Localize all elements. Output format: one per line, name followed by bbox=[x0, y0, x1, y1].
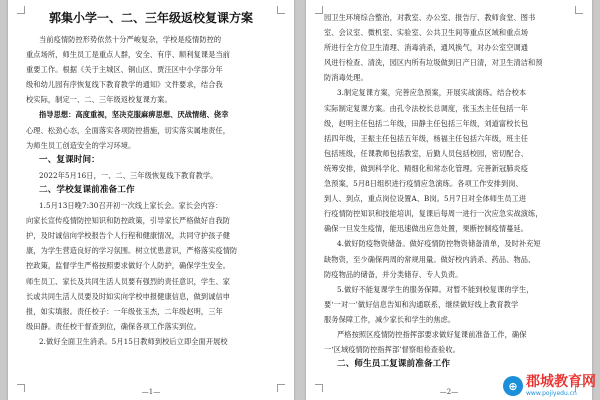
text-line: 为师生员工创造安全的学习环境。 bbox=[26, 140, 136, 150]
text-line: 2022年5月16日，一、二、三年级恢复线下教育教学。 bbox=[39, 170, 218, 180]
text-line: 2.做好全面卫生消杀。5月15日教师到校后立即全面开展校 bbox=[39, 336, 228, 346]
text-line: 风进行检查、清洗，园区内所有垃圾做到日产日清，对卫生清洁和预 bbox=[324, 58, 543, 68]
text-line: 5.做好不能复课学生的服务保障。对暂不能到校复课的学生， bbox=[337, 284, 534, 294]
text-line: 当前疫情防控形势依然十分严峻复杂，学校是疫情防控的 bbox=[39, 35, 222, 44]
text-line: 严格按照区疫情防控指挥部要求做好复课前准备工作，确保 bbox=[337, 329, 527, 339]
text-line: 一‘区域疫情防控指挥部’督察组检查验收。 bbox=[324, 345, 460, 355]
page-number: —2— bbox=[439, 388, 459, 396]
page-number: —1— bbox=[141, 388, 161, 396]
text-line: 1.5月13日晚7:30召开初一次线上家长会。家长会内容： bbox=[39, 201, 223, 211]
text-line: 向家长宣传疫情防控知识和防控政策，引导家长严格做好自我防 bbox=[26, 216, 231, 226]
text-line: 二、学校复课前准备工作 bbox=[39, 184, 135, 195]
text-line: 级和幼儿园有序恢复线下教育教学的通知》文件要求，结合我 bbox=[26, 80, 223, 90]
text-line: 指导思想：高度重视，坚决克服麻痹思想、厌战情绪、侥幸 bbox=[39, 110, 229, 120]
globe-icon: ⊕ bbox=[503, 376, 523, 396]
text-line: 心理、松劲心态，全面落实各项防控措施，切实落实属地责任， bbox=[26, 125, 231, 135]
text-line: 长或共同生活人员要及时如实向学校申报健康信息，做到诚信申 bbox=[26, 291, 231, 301]
text-line: 行疫情防控知识和技能培训，复课后每周一进行一次应急实战演练， bbox=[324, 209, 543, 219]
text-line: 重点场所，师生员工是重点人群，安全、有序、顺利复课是当前 bbox=[26, 50, 231, 60]
text-line: 园卫生环境综合整治，对教室、办公室、报告厅、教师食堂、图书 bbox=[324, 13, 536, 22]
text-line: 包括班级，任课教师包括教室，后勤人员包括校园，密切配合、 bbox=[324, 148, 529, 158]
text-line: 二、师生员工复课前准备工作 bbox=[337, 359, 451, 370]
site-watermark-logo bbox=[503, 375, 596, 397]
text-line: 防疫物品的储备，并分类储存、专人负责。 bbox=[324, 269, 463, 279]
text-line: 确保一旦发生疫情，能迅速做出应急处置，果断控制疫情蔓延。 bbox=[324, 224, 529, 234]
document-page-1 bbox=[8, 0, 294, 400]
text-line: 缺物资，至少确保两周的常规用量。做好校内消杀、药品、物品、 bbox=[324, 254, 536, 264]
page-2-body bbox=[306, 10, 592, 400]
document-title: 郭集小学一、二、三年级返校复课方案 bbox=[48, 11, 253, 25]
text-line: 级田静。责任校干督查到位，确保各项工作落实到位。 bbox=[26, 321, 201, 331]
text-line: 服务保障工作，减少家长和学生的焦虑。 bbox=[324, 314, 456, 324]
logo-url: www.pojiyedu.cn bbox=[526, 390, 577, 397]
text-line: 实际制定复课方案。由孔令法校长总调度，张玉杰主任包括一年 bbox=[324, 103, 529, 113]
text-line: 所进行全方位卫生清理、消毒消杀，通风换气，对办公室空调通 bbox=[324, 43, 529, 53]
text-line: 重要工作。根据《关于主城区、铜山区、贾汪区中小学部分年 bbox=[26, 65, 223, 75]
text-line: 3.制定复课方案，完善应急预案，开展实战演练。结合校本 bbox=[337, 88, 527, 98]
text-line: 护，及时诚信向学校报告个人行程和健康情况，共同守护孩子健 bbox=[26, 231, 231, 241]
text-line: 校实际，制定一、二、三年级返校复课方案。 bbox=[26, 95, 172, 105]
logo-text: 郡城教育网 bbox=[526, 374, 596, 390]
text-line: 括四年级，王振主任包括五年级，杨福主任包括六年级，班主任 bbox=[324, 133, 529, 143]
text-line: 防消毒处理。 bbox=[324, 73, 368, 83]
text-line: 急预案，5月8日组织进行疫情应急演练。各项工作安排到岗、 bbox=[324, 179, 523, 189]
text-line: 报，如实填报。责任校子：一年级张玉杰，二年级赵明，三年 bbox=[26, 306, 223, 316]
text-line: 级，赵明主任包括二年级，田静主任包括三年级，刘道富校长包 bbox=[324, 118, 529, 128]
text-line: 师生员工、家长及共同生活人员要有强烈的责任意识，学生、家 bbox=[26, 276, 231, 286]
page-1-body bbox=[8, 6, 294, 400]
text-line: 控政策，监督学生严格按照要求做好个人防护，确保学生安全。 bbox=[26, 261, 231, 271]
text-line: 统筹安排，做到科学化、精细化和常态化管理。完善新冠肺炎疫 bbox=[324, 163, 529, 173]
text-line: 一、复课时间： bbox=[39, 154, 100, 165]
document-page-2 bbox=[306, 0, 592, 400]
text-line: 康，为学生营造良好的学习氛围。树立忧患意识，严格落实疫情防 bbox=[26, 246, 238, 256]
text-line: 4.做好防疫物资储备。做好疫情防控物资储备清单，及时补充短 bbox=[337, 239, 541, 249]
text-line: 要‘一对一’做好信息告知和沟通联系，继续做好线上教育教学 bbox=[324, 299, 519, 309]
text-line: 到人、到点，重点岗位设置A、B岗。5月7日对全体师生员工进 bbox=[324, 194, 527, 204]
text-line: 室、会议室、微机室、实验室、公共卫生间等重点区域和重点场 bbox=[324, 28, 529, 38]
